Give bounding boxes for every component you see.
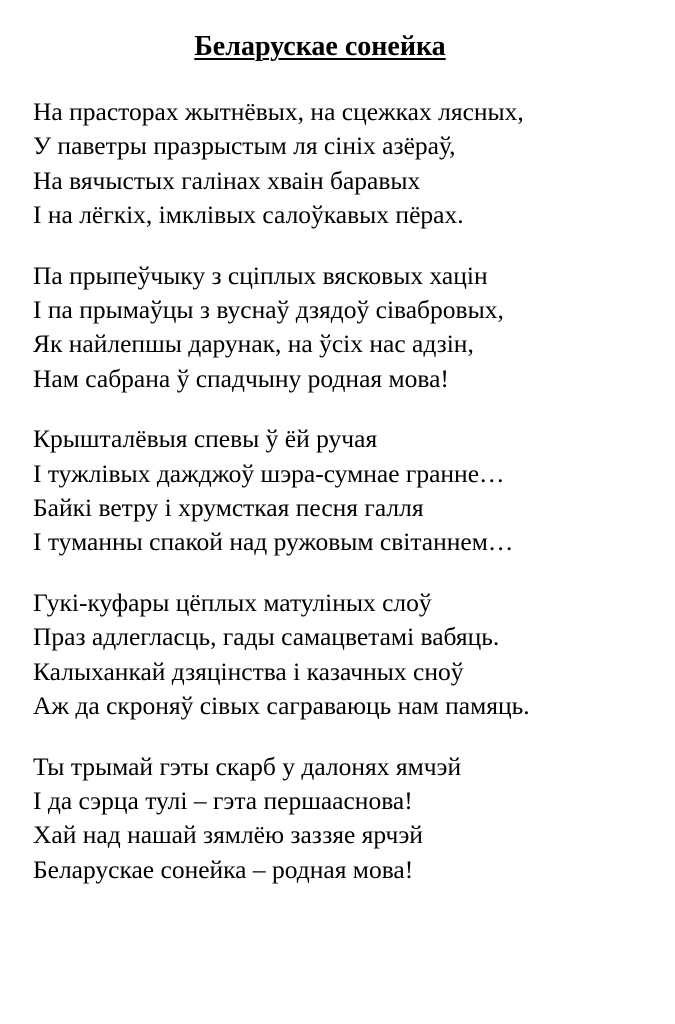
poem-line: Байкі ветру і хрумсткая песня галля [33, 493, 424, 523]
stanza-5 [33, 750, 669, 888]
poem-title: Беларускае сонейка [194, 31, 446, 62]
stanza-2 [33, 259, 669, 397]
poem-line: Беларускае сонейка – родная мова! [33, 854, 414, 884]
stanza-1 [33, 95, 669, 233]
stanza-4 [33, 586, 669, 724]
poem-line: Аж да скроняў сівых саграваюць нам памяць. [33, 691, 530, 721]
poem-line: І да сэрца тулі – гэта першааснова! [33, 785, 413, 815]
poem-line: Праз адлегласць, гады самацветамі вабяць. [33, 622, 500, 652]
poem-body [33, 95, 669, 913]
stanza-3 [33, 422, 669, 560]
poem-line: Хай над нашай зямлёю заззяе ярчэй [33, 820, 423, 850]
poem-line: І тужлівых дажджоў шэра-сумнае гранне… [33, 458, 505, 488]
poem-line: Па прыпеўчыку з сціплых вясковых хацін [33, 260, 488, 290]
poem-line: І туманны спакой над ружовым світаннем… [33, 527, 514, 557]
poem-line: Нам сабрана ў спадчыну родная мова! [33, 363, 449, 393]
poem-line: Крышталёвыя спевы ў ёй ручая [33, 424, 378, 454]
poem-line: Як найлепшы дарунак, на ўсіх нас адзін, [33, 329, 474, 359]
poem-line: Гукі-куфары цёплых матуліных слоў [33, 587, 432, 617]
poem-line: На пpастоpах жытнёвых, на сцежках лясных, [33, 97, 524, 126]
poem-line: Ты трымай гэты скарб у далонях ямчэй [33, 751, 462, 781]
poem-line: І па прымаўцы з вуснаў дзядоў сівабровых, [33, 295, 504, 325]
poem-line: На вячыстых галінах хваін баравых [33, 165, 421, 195]
poem-line: І на лёгкіх, імклівых салоўкавых пёрах. [33, 200, 464, 230]
poem-line: У паветры празрыстым ля сініх азёраў, [33, 131, 456, 161]
poem-line: Калыханкай дзяцінства і казачных сноў [33, 656, 464, 686]
